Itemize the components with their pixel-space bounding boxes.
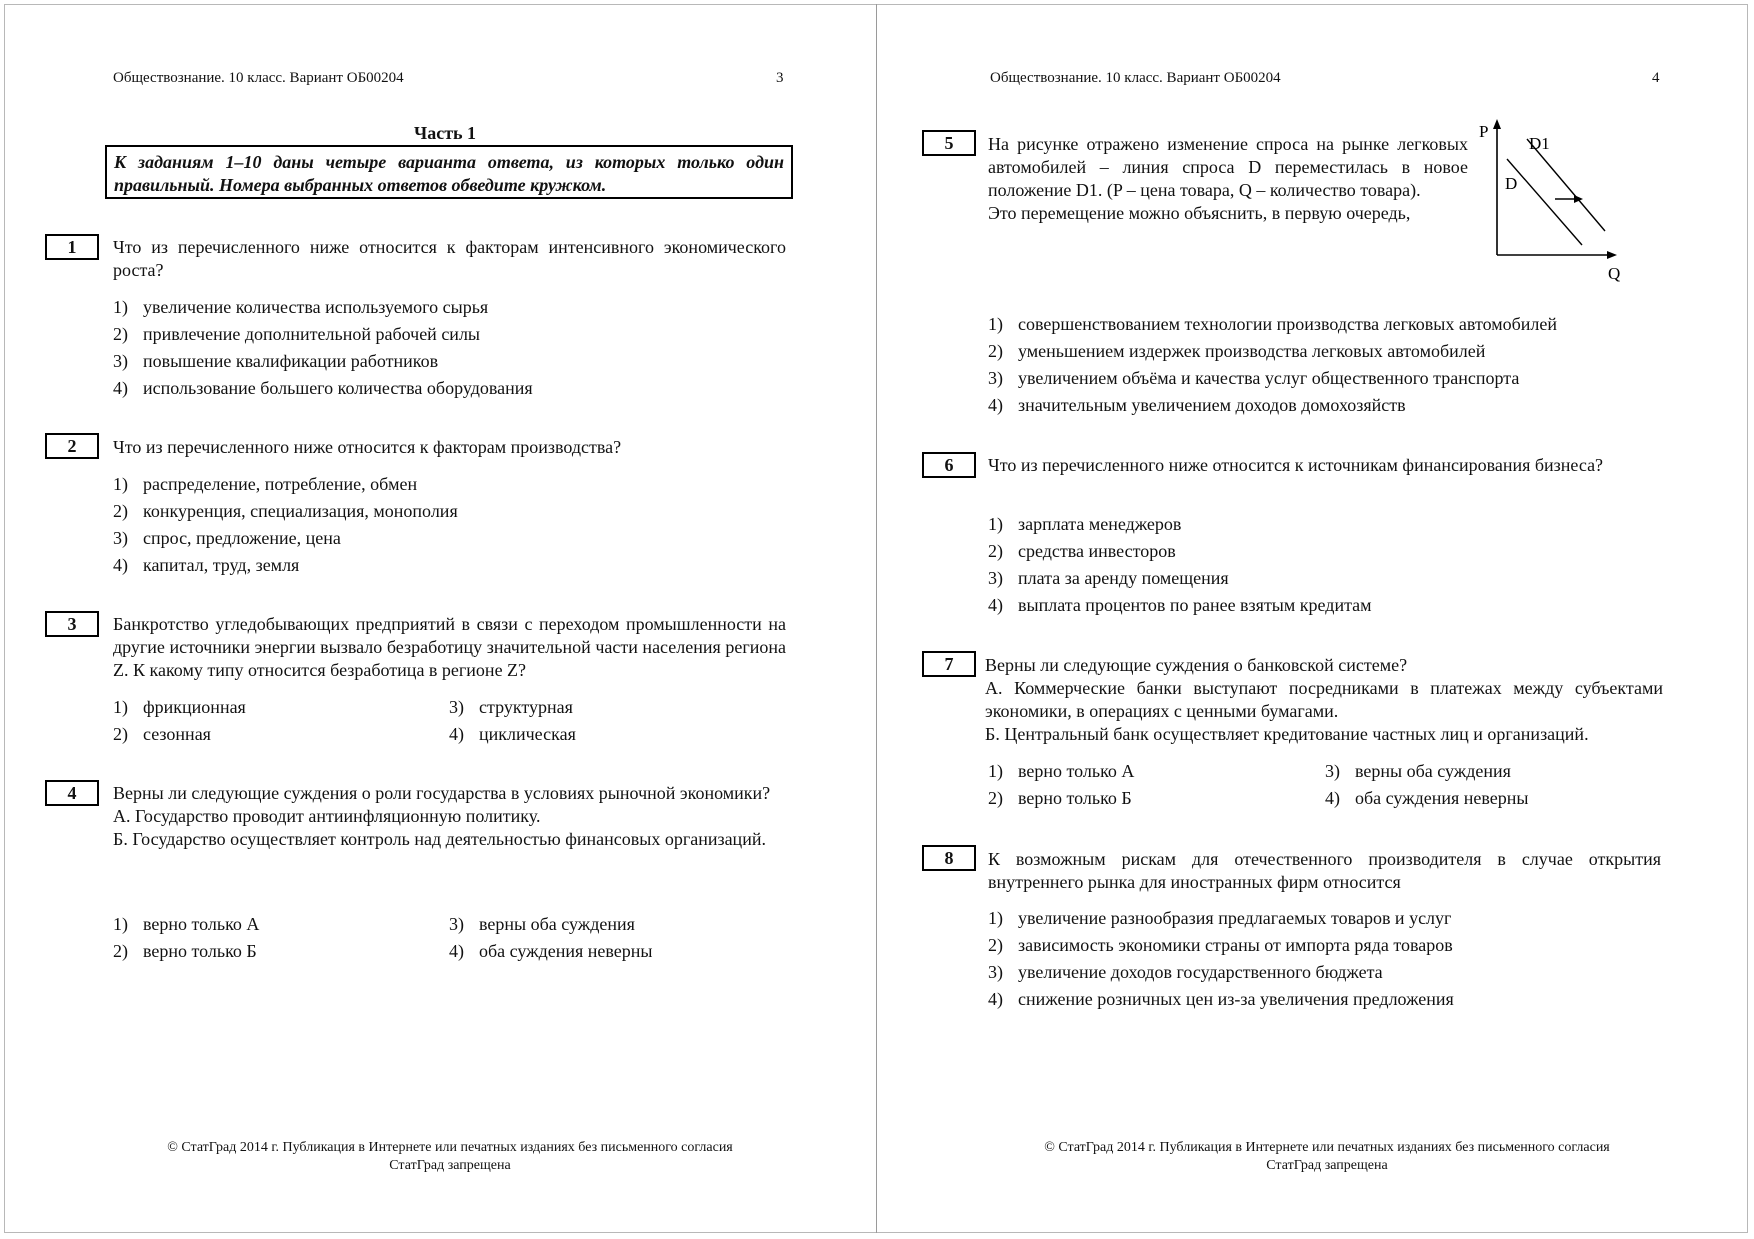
statement-b: Б. Центральный банк осуществляет кредитование частных лиц и организаций. xyxy=(985,724,1589,744)
option-text: сезонная xyxy=(143,724,211,744)
answer-option[interactable] xyxy=(113,554,299,577)
statement-b: Б. Государство осуществляет контроль над деятельностью финансовых организаций. xyxy=(113,829,766,849)
demand-line-d xyxy=(1507,159,1582,245)
page-footer xyxy=(987,1139,1667,1175)
option-number: 3) xyxy=(113,351,128,371)
answer-option[interactable] xyxy=(988,313,1557,336)
option-number: 4) xyxy=(988,595,1003,615)
question-number-box: 7 xyxy=(922,651,976,677)
option-text: верно только Б xyxy=(143,941,257,961)
question-text xyxy=(113,782,786,851)
option-number: 4) xyxy=(1325,788,1340,808)
option-text: средства инвесторов xyxy=(1018,541,1176,561)
option-text: уменьшением издержек производства легковых автомобилей xyxy=(1018,341,1486,361)
option-text: капитал, труд, земля xyxy=(143,555,300,575)
answer-option[interactable] xyxy=(113,500,458,523)
option-text: значительным увеличением доходов домохозяйств xyxy=(1018,395,1406,415)
question-stem-continued: Это перемещение можно объяснить, в первую очередь, xyxy=(988,203,1411,223)
answer-option[interactable] xyxy=(988,367,1519,390)
answer-option[interactable] xyxy=(113,913,259,936)
page-header: Обществознание. 10 класс. Вариант ОБ00204 xyxy=(990,70,1281,86)
option-number: 2) xyxy=(113,724,128,744)
answer-option[interactable] xyxy=(988,988,1454,1011)
option-text: спрос, предложение, цена xyxy=(143,528,341,548)
answer-option[interactable] xyxy=(988,513,1181,536)
option-text: структурная xyxy=(479,697,573,717)
question-text: Что из перечисленного ниже относится к факторам производства? xyxy=(113,437,622,457)
option-number: 4) xyxy=(113,378,128,398)
footer-copyright: © СтатГрад 2014 г. Публикация в Интернете или печатных изданиях без письменного согласия xyxy=(1044,1140,1610,1155)
page-number: 4 xyxy=(1652,70,1660,86)
demand-shift-graph xyxy=(1477,115,1627,285)
option-text: привлечение дополнительной рабочей силы xyxy=(143,324,481,344)
answer-option[interactable] xyxy=(988,394,1406,417)
p-axis-label: P xyxy=(1479,122,1489,141)
statement-a: А. Коммерческие банки выступают посредниками в платежах между субъектами экономики, в операциях с ценными бумагами. xyxy=(985,678,1663,721)
answer-option[interactable] xyxy=(113,377,533,400)
answer-option[interactable] xyxy=(1325,787,1529,810)
right-page xyxy=(877,0,1754,1239)
question-number-box: 1 xyxy=(45,234,99,260)
p-axis-arrowhead xyxy=(1493,119,1501,129)
left-page xyxy=(0,0,876,1239)
option-text: конкуренция, специализация, монополия xyxy=(143,501,458,521)
option-number: 2) xyxy=(988,788,1003,808)
page-footer xyxy=(110,1139,790,1175)
answer-option[interactable] xyxy=(113,723,211,746)
answer-option[interactable] xyxy=(113,350,438,373)
question-number-box: 4 xyxy=(45,780,99,806)
answer-option[interactable] xyxy=(988,540,1176,563)
q-axis-arrowhead xyxy=(1607,251,1617,259)
option-text: верно только А xyxy=(1018,761,1135,781)
question-number-box: 2 xyxy=(45,433,99,459)
answer-option[interactable] xyxy=(113,696,246,719)
part-title: Часть 1 xyxy=(414,123,477,143)
question-number-box: 8 xyxy=(922,845,976,871)
q-axis-label: Q xyxy=(1608,264,1621,283)
option-number: 2) xyxy=(988,935,1003,955)
option-number: 2) xyxy=(988,341,1003,361)
option-number: 2) xyxy=(988,541,1003,561)
option-text: верно только Б xyxy=(1018,788,1132,808)
option-text: оба суждения неверны xyxy=(479,941,653,961)
page-header: Обществознание. 10 класс. Вариант ОБ00204 xyxy=(113,70,404,86)
option-text: увеличением объёма и качества услуг общественного транспорта xyxy=(1018,368,1520,388)
d1-label: D1 xyxy=(1529,134,1550,153)
option-text: верно только А xyxy=(143,914,260,934)
question-stem: Верны ли следующие суждения о банковской системе? xyxy=(985,655,1408,675)
question-text: Банкротство угледобывающих предприятий в связи с переходом промышленности на другие источники энергии вызвало безработицу значительной части населения региона Z. К какому типу относится безработица в регионе Z? xyxy=(113,614,786,680)
option-text: использование большего количества оборудования xyxy=(143,378,533,398)
answer-option[interactable] xyxy=(988,934,1453,957)
option-text: повышение квалификации работников xyxy=(143,351,439,371)
question-text xyxy=(985,654,1663,746)
option-number: 3) xyxy=(113,528,128,548)
option-number: 1) xyxy=(988,314,1003,334)
option-text: выплата процентов по ранее взятым кредитам xyxy=(1018,595,1372,615)
option-number: 4) xyxy=(113,555,128,575)
question-number-box: 6 xyxy=(922,452,976,478)
option-text: плата за аренду помещения xyxy=(1018,568,1229,588)
option-number: 4) xyxy=(449,724,464,744)
option-text: увеличение доходов государственного бюджета xyxy=(1018,962,1383,982)
question-number-box: 3 xyxy=(45,611,99,637)
answer-option[interactable] xyxy=(988,567,1229,590)
option-text: верны оба суждения xyxy=(479,914,635,934)
option-number: 1) xyxy=(988,908,1003,928)
option-number: 3) xyxy=(988,568,1003,588)
option-number: 3) xyxy=(449,697,464,717)
option-number: 3) xyxy=(1325,761,1340,781)
question-stem: На рисунке отражено изменение спроса на рынке легковых автомобилей – линия спроса D переместилась в новое положение D1. (P – цена товара, Q – количество товара). xyxy=(988,134,1468,200)
option-number: 2) xyxy=(113,941,128,961)
option-number: 1) xyxy=(113,914,128,934)
footer-notice: СтатГрад запрещена xyxy=(1266,1158,1388,1173)
shift-arrowhead xyxy=(1574,195,1583,203)
answer-option[interactable] xyxy=(449,940,653,963)
answer-option[interactable] xyxy=(988,787,1132,810)
page-number: 3 xyxy=(776,70,784,86)
answer-option[interactable] xyxy=(113,296,488,319)
answer-option[interactable] xyxy=(988,961,1383,984)
option-text: зависимость экономики страны от импорта ряда товаров xyxy=(1018,935,1453,955)
answer-option[interactable] xyxy=(988,594,1372,617)
option-text: циклическая xyxy=(479,724,576,744)
option-number: 1) xyxy=(113,697,128,717)
option-text: верны оба суждения xyxy=(1355,761,1511,781)
answer-option[interactable] xyxy=(113,323,480,346)
d-label: D xyxy=(1505,174,1518,193)
option-text: снижение розничных цен из-за увеличения предложения xyxy=(1018,989,1454,1009)
option-number: 3) xyxy=(449,914,464,934)
answer-option[interactable] xyxy=(113,527,341,550)
question-text: Что из перечисленного ниже относится к источникам финансирования бизнеса? xyxy=(988,455,1604,475)
option-text: распределение, потребление, обмен xyxy=(143,474,418,494)
option-number: 4) xyxy=(988,395,1003,415)
question-text xyxy=(988,133,1468,225)
option-text: совершенствованием технологии производства легковых автомобилей xyxy=(1018,314,1558,334)
answer-option[interactable] xyxy=(113,940,257,963)
option-number: 2) xyxy=(113,501,128,521)
footer-notice: СтатГрад запрещена xyxy=(389,1158,511,1173)
option-number: 2) xyxy=(113,324,128,344)
option-text: зарплата менеджеров xyxy=(1018,514,1182,534)
instruction-box: К заданиям 1–10 даны четыре варианта ответа, из которых только один правильный. Номера выбранных ответов обведите кружком. xyxy=(105,145,793,199)
option-text: увеличение количества используемого сырья xyxy=(143,297,489,317)
answer-option[interactable] xyxy=(988,760,1134,783)
answer-option[interactable] xyxy=(449,696,573,719)
answer-option[interactable] xyxy=(1325,760,1511,783)
option-number: 1) xyxy=(113,297,128,317)
option-text: фрикционная xyxy=(143,697,246,717)
answer-option[interactable] xyxy=(449,913,635,936)
answer-option[interactable] xyxy=(988,907,1451,930)
answer-option[interactable] xyxy=(449,723,576,746)
option-number: 1) xyxy=(988,514,1003,534)
option-number: 3) xyxy=(988,368,1003,388)
question-number-box: 5 xyxy=(922,130,976,156)
answer-option[interactable] xyxy=(113,473,417,496)
option-number: 1) xyxy=(988,761,1003,781)
footer-copyright: © СтатГрад 2014 г. Публикация в Интернете или печатных изданиях без письменного согласия xyxy=(167,1140,733,1155)
option-text: увеличение разнообразия предлагаемых товаров и услуг xyxy=(1018,908,1452,928)
question-text: К возможным рискам для отечественного производителя в случае открытия внутреннего рынка для иностранных фирм относится xyxy=(988,849,1661,892)
answer-option[interactable] xyxy=(988,340,1485,363)
question-text: Что из перечисленного ниже относится к факторам интенсивного экономического роста? xyxy=(113,237,786,280)
option-number: 4) xyxy=(449,941,464,961)
option-number: 1) xyxy=(113,474,128,494)
option-number: 4) xyxy=(988,989,1003,1009)
question-stem: Верны ли следующие суждения о роли государства в условиях рыночной экономики? xyxy=(113,783,771,803)
option-number: 3) xyxy=(988,962,1003,982)
statement-a: А. Государство проводит антиинфляционную политику. xyxy=(113,806,541,826)
option-text: оба суждения неверны xyxy=(1355,788,1529,808)
